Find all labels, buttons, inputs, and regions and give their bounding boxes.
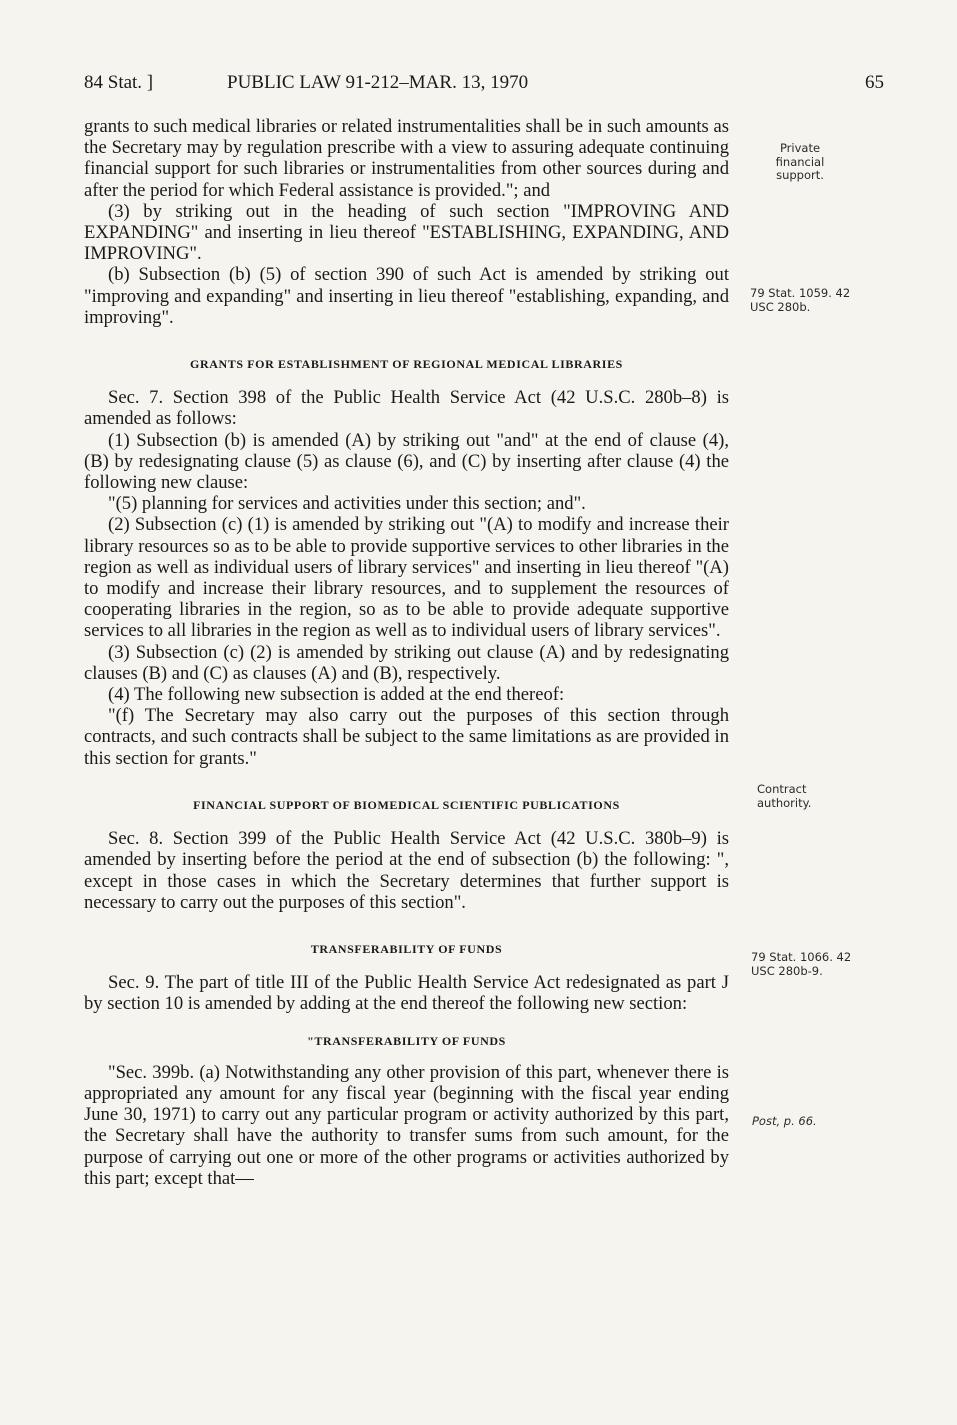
section-7-clause-1: (1) Subsection (b) is amended (A) by striking out "and" at the end of clause (4), (B) by redesignating clause (5) as clause (6), and (C) by inserting after clause (4) the following new clause: (84, 429, 729, 494)
section-8-heading: FINANCIAL SUPPORT OF BIOMEDICAL SCIENTIFIC PUBLICATIONS (193, 797, 620, 812)
section-7-new-clause: "(5) planning for services and activities under this section; and". (108, 493, 586, 515)
section-399b-heading: "TRANSFERABILITY OF FUNDS (307, 1033, 506, 1048)
margin-note-contract-authority: Contract authority. (757, 782, 812, 810)
paragraph-heading-amendment: (3) by striking out in the heading of such section "IMPROVING AND EXPANDING" and inserting in lieu thereof "ESTABLISHING, EXPANDING, AND IMPROVING". (84, 200, 729, 265)
section-7-clause-3: (3) Subsection (c) (2) is amended by striking out clause (A) and by redesignating clauses (B) and (C) as clauses (A) and (B), respectively. (84, 641, 729, 684)
body-text (84, 116, 729, 1189)
section-9-intro: Sec. 9. The part of title III of the Public Health Service Act redesignated as part J by section 10 is amended by adding at the end thereof the following new section: (84, 972, 729, 1015)
paragraph-subsection-b: (b) Subsection (b) (5) of section 390 of such Act is amended by striking out "improving and expanding" and inserting in lieu thereof "establishing, expanding, and improving". (84, 264, 729, 328)
margin-note-stat-1059: 79 Stat. 1059. 42 USC 280b. (750, 286, 851, 314)
law-title: PUBLIC LAW 91-212–MAR. 13, 1970 (227, 72, 529, 93)
section-7-subsection-f: "(f) The Secretary may also carry out the purposes of this section through contracts, and such contracts shall be subject to the same limitations as are provided in this section for grants." (84, 705, 729, 769)
section-7-clause-4: (4) The following new subsection is added at the end thereof: (108, 684, 565, 706)
margin-note-stat-1066: 79 Stat. 1066. 42 USC 280b-9. (751, 950, 852, 978)
page-header (84, 72, 884, 102)
margin-note-post-reference: Post, p. 66. (752, 1114, 817, 1128)
paragraph-continuation: grants to such medical libraries or related instrumentalities shall be in such amounts as the Secretary may by regulation prescribe with a view to assuring adequate continuing financial support for such libraries or instrumentalities from other sources during and after the period for which Federal assistance is provided."; and (84, 116, 729, 201)
section-7-intro: Sec. 7. Section 398 of the Public Health Service Act (42 U.S.C. 280b–8) is amended as follows: (84, 387, 729, 430)
volume-reference: 84 Stat. ] (84, 72, 154, 93)
page-number: 65 (865, 72, 884, 93)
section-9-heading: TRANSFERABILITY OF FUNDS (310, 941, 503, 956)
section-7-clause-2: (2) Subsection (c) (1) is amended by striking out "(A) to modify and increase their library resources so as to be able to provide supportive services to other libraries in the region as well as individual users of library services" and inserting in lieu thereof "(A) to modify and increase their library resources, and to supplement the resources of cooperating libraries in the region, so as to be able to provide adequate supportive services to all libraries in the region as well as to individual users of library services". (84, 514, 729, 642)
section-8-text: Sec. 8. Section 399 of the Public Health Service Act (42 U.S.C. 380b–9) is amended by inserting before the period at the end of subsection (b) the following: ", except in those cases in which the Secretary determines that further support is necessary to carry out the purposes of this section". (84, 828, 729, 913)
margin-note-private-support: Private financial support. (775, 141, 825, 182)
section-399b-text: "Sec. 399b. (a) Notwithstanding any other provision of this part, whenever there is appropriated any amount for any fiscal year (beginning with the fiscal year ending June 30, 1971) to carry out any particular program or activity authorized by this part, the Secretary shall have the authority to transfer sums from such amount, for the purpose of carrying out one or more of the other programs or activities authorized by this part; except that— (84, 1061, 729, 1189)
section-7-heading: GRANTS FOR ESTABLISHMENT OF REGIONAL MEDICAL LIBRARIES (190, 357, 623, 372)
